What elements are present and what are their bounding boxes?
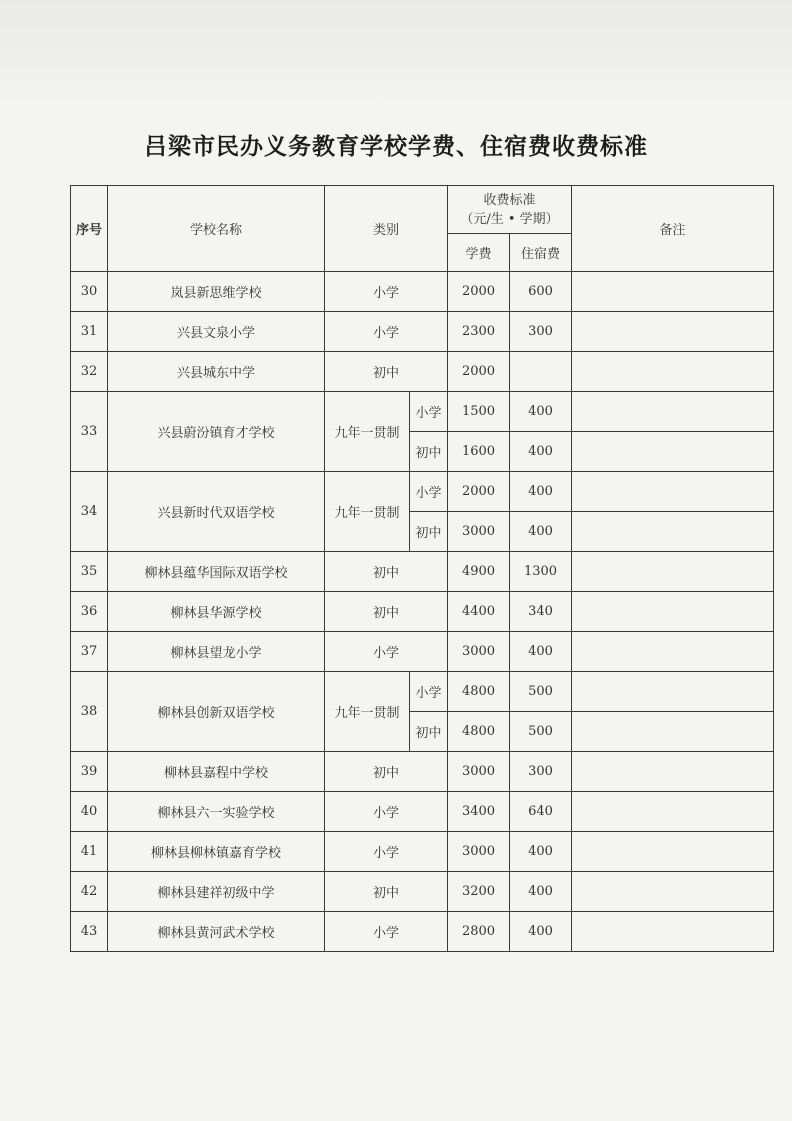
cell-tuition: 1500 xyxy=(448,392,510,432)
cell-tuition: 1600 xyxy=(448,432,510,472)
table-row xyxy=(71,592,774,632)
cell-school-name: 柳林县创新双语学校 xyxy=(108,672,325,752)
cell-boarding: 400 xyxy=(510,832,572,872)
cell-boarding: 400 xyxy=(510,512,572,552)
cell-boarding: 400 xyxy=(510,472,572,512)
table-row xyxy=(71,392,774,432)
cell-tuition: 3400 xyxy=(448,792,510,832)
table-row xyxy=(71,272,774,312)
cell-seq: 32 xyxy=(71,352,108,392)
cell-remarks xyxy=(572,312,774,352)
cell-level: 小学 xyxy=(410,392,448,432)
cell-seq: 40 xyxy=(71,792,108,832)
table-row xyxy=(71,912,774,952)
cell-boarding xyxy=(510,352,572,392)
cell-boarding: 300 xyxy=(510,312,572,352)
table-row xyxy=(71,352,774,392)
table-row xyxy=(71,872,774,912)
cell-seq: 35 xyxy=(71,552,108,592)
cell-remarks xyxy=(572,832,774,872)
cell-seq: 31 xyxy=(71,312,108,352)
cell-remarks xyxy=(572,792,774,832)
cell-tuition: 4900 xyxy=(448,552,510,592)
table-row xyxy=(71,312,774,352)
cell-seq: 34 xyxy=(71,472,108,552)
cell-remarks xyxy=(572,872,774,912)
cell-boarding: 500 xyxy=(510,712,572,752)
cell-type: 初中 xyxy=(325,752,448,792)
cell-school-name: 兴县新时代双语学校 xyxy=(108,472,325,552)
header-tuition: 学费 xyxy=(448,234,510,272)
table-row xyxy=(71,632,774,672)
header-fee-standard xyxy=(448,186,572,234)
cell-tuition: 2800 xyxy=(448,912,510,952)
table-row xyxy=(71,672,774,712)
table-row xyxy=(71,792,774,832)
cell-school-name: 岚县新思维学校 xyxy=(108,272,325,312)
header-school-name: 学校名称 xyxy=(108,186,325,272)
cell-school-name: 柳林县柳林镇嘉育学校 xyxy=(108,832,325,872)
cell-tuition: 3000 xyxy=(448,512,510,552)
cell-remarks xyxy=(572,272,774,312)
cell-tuition: 3000 xyxy=(448,832,510,872)
cell-remarks xyxy=(572,352,774,392)
cell-school-name: 柳林县黄河武术学校 xyxy=(108,912,325,952)
cell-seq: 41 xyxy=(71,832,108,872)
cell-tuition: 2000 xyxy=(448,472,510,512)
cell-level: 初中 xyxy=(410,432,448,472)
header-remarks: 备注 xyxy=(572,186,774,272)
cell-remarks xyxy=(572,912,774,952)
cell-remarks xyxy=(572,632,774,672)
cell-boarding: 400 xyxy=(510,432,572,472)
cell-tuition: 3000 xyxy=(448,752,510,792)
cell-school-name: 柳林县建祥初级中学 xyxy=(108,872,325,912)
header-boarding: 住宿费 xyxy=(510,234,572,272)
cell-tuition: 2300 xyxy=(448,312,510,352)
cell-tuition: 2000 xyxy=(448,272,510,312)
cell-remarks xyxy=(572,592,774,632)
cell-remarks xyxy=(572,672,774,712)
cell-level: 初中 xyxy=(410,512,448,552)
cell-school-name: 柳林县六一实验学校 xyxy=(108,792,325,832)
cell-tuition: 3200 xyxy=(448,872,510,912)
table-row xyxy=(71,752,774,792)
cell-type: 小学 xyxy=(325,792,448,832)
cell-remarks xyxy=(572,552,774,592)
cell-remarks xyxy=(572,512,774,552)
cell-boarding: 400 xyxy=(510,392,572,432)
cell-level: 小学 xyxy=(410,672,448,712)
cell-boarding: 1300 xyxy=(510,552,572,592)
header-type: 类别 xyxy=(325,186,448,272)
cell-seq: 39 xyxy=(71,752,108,792)
table-header xyxy=(71,186,774,272)
table-row xyxy=(71,472,774,512)
cell-boarding: 400 xyxy=(510,632,572,672)
header-fee-unit: （元/生 • 学期） xyxy=(460,211,559,227)
cell-tuition: 4400 xyxy=(448,592,510,632)
fee-table xyxy=(70,185,774,952)
cell-seq: 36 xyxy=(71,592,108,632)
cell-seq: 37 xyxy=(71,632,108,672)
cell-seq: 33 xyxy=(71,392,108,472)
cell-type: 小学 xyxy=(325,312,448,352)
cell-type: 九年一贯制 xyxy=(325,392,410,472)
cell-type: 初中 xyxy=(325,552,448,592)
cell-school-name: 柳林县华源学校 xyxy=(108,592,325,632)
cell-boarding: 400 xyxy=(510,912,572,952)
cell-type: 初中 xyxy=(325,352,448,392)
table-row xyxy=(71,552,774,592)
cell-tuition: 3000 xyxy=(448,632,510,672)
cell-type: 小学 xyxy=(325,632,448,672)
cell-tuition: 4800 xyxy=(448,672,510,712)
cell-level: 小学 xyxy=(410,472,448,512)
cell-type: 小学 xyxy=(325,832,448,872)
cell-school-name: 兴县文泉小学 xyxy=(108,312,325,352)
cell-seq: 42 xyxy=(71,872,108,912)
cell-remarks xyxy=(572,752,774,792)
cell-school-name: 兴县蔚汾镇育才学校 xyxy=(108,392,325,472)
cell-boarding: 640 xyxy=(510,792,572,832)
page-title: 吕梁市民办义务教育学校学费、住宿费收费标准 xyxy=(144,134,648,160)
table-row xyxy=(71,832,774,872)
cell-seq: 43 xyxy=(71,912,108,952)
cell-remarks xyxy=(572,472,774,512)
header-seq: 序号 xyxy=(71,186,108,272)
cell-remarks xyxy=(572,712,774,752)
cell-type: 小学 xyxy=(325,272,448,312)
cell-school-name: 柳林县蕴华国际双语学校 xyxy=(108,552,325,592)
cell-tuition: 4800 xyxy=(448,712,510,752)
cell-type: 小学 xyxy=(325,912,448,952)
cell-tuition: 2000 xyxy=(448,352,510,392)
cell-remarks xyxy=(572,432,774,472)
cell-type: 初中 xyxy=(325,872,448,912)
table-body xyxy=(71,272,774,952)
cell-school-name: 柳林县望龙小学 xyxy=(108,632,325,672)
cell-seq: 38 xyxy=(71,672,108,752)
cell-boarding: 340 xyxy=(510,592,572,632)
cell-school-name: 柳林县嘉程中学校 xyxy=(108,752,325,792)
cell-boarding: 400 xyxy=(510,872,572,912)
cell-boarding: 300 xyxy=(510,752,572,792)
cell-type: 九年一贯制 xyxy=(325,672,410,752)
cell-type: 初中 xyxy=(325,592,448,632)
cell-boarding: 500 xyxy=(510,672,572,712)
cell-seq: 30 xyxy=(71,272,108,312)
cell-type: 九年一贯制 xyxy=(325,472,410,552)
cell-remarks xyxy=(572,392,774,432)
cell-level: 初中 xyxy=(410,712,448,752)
cell-boarding: 600 xyxy=(510,272,572,312)
header-fee-standard-label: 收费标准 xyxy=(483,192,536,208)
cell-school-name: 兴县城东中学 xyxy=(108,352,325,392)
scan-shading xyxy=(0,0,792,110)
